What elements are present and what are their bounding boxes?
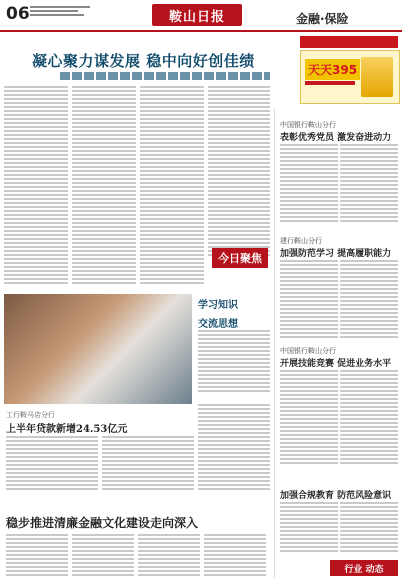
right-s3-col-b (340, 370, 398, 470)
article-col-3 (140, 86, 204, 291)
footer-label-box (330, 560, 398, 576)
right-s3-headline: 开展技能竞赛 促进业务水平 (280, 359, 392, 369)
photo-caption-body (198, 330, 270, 400)
bottom-left-col-b (102, 436, 194, 494)
paper-logo (152, 4, 242, 26)
right-s2-headline: 加强防范学习 提高履职能力 (280, 249, 392, 259)
photo-caption-line1: 学习知识 (198, 300, 238, 311)
right-col-divider (274, 108, 275, 578)
date-info (30, 6, 90, 18)
lead-subheadline (60, 72, 270, 80)
right-s4-headline: 加强合规教育 防范风险意识 (280, 491, 392, 501)
footer-label: 行业 动态 (344, 564, 384, 575)
photo-caption-line2: 交流思想 (198, 319, 238, 330)
right-s2-col-b (340, 260, 398, 340)
right-s4-col-a (280, 502, 338, 556)
right-s1-tag: 中国银行鞍山分行 (280, 121, 336, 129)
paper-name: 鞍山日报 (168, 9, 225, 25)
right-s1-headline: 表彰优秀党员 激发奋进动力 (280, 133, 392, 143)
right-s3-tag: 中国银行鞍山分行 (280, 347, 336, 355)
right-s2-col-a (280, 260, 338, 340)
photo-caption-text (198, 296, 270, 330)
bottom-main-col-1 (6, 534, 68, 578)
feature-box (212, 248, 268, 268)
article-col-2 (72, 86, 136, 291)
lead-headline: 凝心聚力谋发展 稳中向好创佳绩 (32, 52, 255, 70)
bottom-main-col-2 (72, 534, 134, 578)
middle-right-text (198, 404, 270, 494)
bottom-left-headline: 上半年贷款新增24.53亿元 (6, 424, 128, 435)
feature-label: 今日聚焦 (218, 252, 262, 265)
bottom-main-col-4 (204, 534, 266, 578)
bottom-left-col-a (6, 436, 98, 494)
page-number: 06 (6, 4, 30, 24)
right-s1-col-a (280, 144, 338, 224)
article-col-1 (4, 86, 68, 291)
bottom-main-headline: 稳步推进清廉金融文化建设走向深入 (6, 516, 199, 530)
ad-box (300, 50, 400, 104)
section-title (296, 10, 349, 27)
right-s1-col-b (340, 144, 398, 224)
header-rule (0, 30, 402, 32)
ad-brand: 天天395 (305, 59, 360, 80)
right-s2-tag: 建行鞍山分行 (280, 237, 322, 245)
bottom-left-tag: 工行鞍马店分行 (6, 411, 55, 419)
ad-top-banner (300, 36, 398, 48)
main-photo (4, 294, 192, 404)
right-s4-col-b (340, 502, 398, 556)
bottom-main-col-3 (138, 534, 200, 578)
section-title-text: 金融·保险 (296, 12, 349, 26)
article-col-4 (208, 86, 270, 266)
right-s3-col-a (280, 370, 338, 470)
